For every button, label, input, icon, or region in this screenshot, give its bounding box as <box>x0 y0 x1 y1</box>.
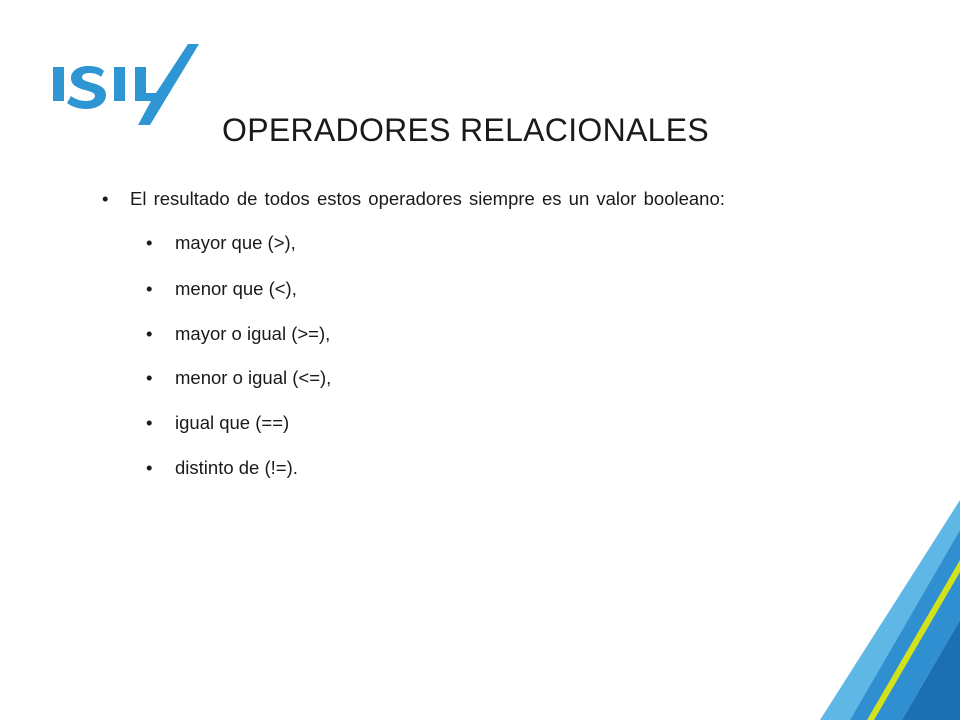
bullet-intro <box>102 187 725 211</box>
sub-bullet-text: menor que (<), <box>175 278 297 299</box>
bullet-dot: • <box>146 323 153 344</box>
sub-bullet-item <box>146 366 332 390</box>
bullet-dot: • <box>146 457 153 478</box>
sub-bullet-text: distinto de (!=). <box>175 457 298 478</box>
sub-bullet-text: menor o igual (<=), <box>175 367 332 388</box>
bullet-intro-text: El resultado de todos estos operadores siempre es un valor booleano: <box>130 188 725 209</box>
sub-bullet-item <box>146 411 290 435</box>
bullet-dot: • <box>146 232 153 253</box>
corner-stripes-decoration <box>820 500 960 720</box>
sub-bullet-text: igual que (==) <box>175 412 290 433</box>
sub-bullet-item <box>146 277 297 301</box>
bullet-dot: • <box>102 188 109 209</box>
sub-bullet-text: mayor que (>), <box>175 232 296 253</box>
bullet-dot: • <box>146 367 153 388</box>
bullet-dot: • <box>146 412 153 433</box>
sub-bullet-item <box>146 456 298 480</box>
slide-title: OPERADORES RELACIONALES <box>222 112 710 148</box>
sub-bullet-text: mayor o igual (>=), <box>175 323 331 344</box>
sub-bullet-item <box>146 231 296 255</box>
bullet-dot: • <box>146 278 153 299</box>
isil-logo <box>50 40 210 135</box>
sub-bullet-item <box>146 322 331 346</box>
